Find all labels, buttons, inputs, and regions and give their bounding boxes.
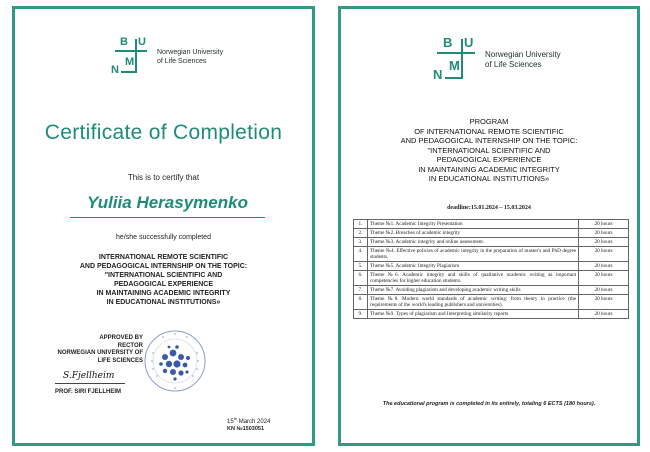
university-logo (433, 37, 561, 83)
program-title-line: IN MAINTAINING ACADEMIC INTEGRITY (418, 164, 560, 174)
university-name (157, 48, 223, 66)
approved-line: NORWEGIAN UNIVERSITY OF (57, 350, 143, 356)
topic-line: "INTERNATIONAL SCIENTIFIC AND (104, 272, 223, 279)
theme-hours: 20 hours (579, 262, 629, 271)
table-row (354, 286, 629, 295)
program-title-line: OF INTERNATIONAL REMOTE SCIENTIFIC (414, 126, 564, 136)
program-title-line: IN EDUCATIONAL INSTITUTIONS» (428, 174, 550, 183)
topic-line: IN EDUCATIONAL INSTITUTIONS» (106, 299, 221, 306)
theme-text: Theme №3. Academic integrity and online assessment. (367, 238, 578, 247)
theme-hours: 20 hours (579, 271, 629, 286)
signature: S.Fjellheim (63, 371, 115, 381)
program-page (338, 6, 640, 446)
date-suffix: th (233, 416, 238, 421)
certify-text: This is to certify that (127, 173, 200, 182)
program-title-line: PROGRAM (469, 117, 509, 126)
logo-letter-b: B (443, 35, 453, 50)
logo-letter-m: M (125, 56, 135, 68)
certificate-date (227, 416, 270, 425)
theme-hours: 20 hours (579, 229, 629, 238)
theme-text: Theme №6. Academic integrity and skills of qualitative academic writing as important competencies for higher education students. (367, 271, 578, 286)
theme-hours: 20 hours (579, 220, 629, 229)
theme-number: 2. (354, 229, 368, 238)
theme-hours: 20 hours (579, 247, 629, 262)
program-title-line: AND PEDAGOGICAL INTERNSHIP ON THE TOPIC: (400, 136, 578, 145)
nmbu-logo-icon (111, 37, 151, 77)
table-row (354, 220, 629, 229)
theme-number: 1. (354, 220, 368, 229)
theme-text: Theme №5. Academic Integrity Plagiarism (367, 262, 578, 271)
approved-line: APPROVED BY (99, 335, 143, 341)
theme-text: Theme №9. Types of plagiarism and Interpreting similarity reports (367, 310, 578, 319)
theme-text: Theme №1. Academic Integrity Presentation (367, 220, 578, 229)
theme-number: 7. (354, 286, 368, 295)
approved-block (45, 335, 143, 365)
program-footer-note: The educational program is completed in its entirely, totaling 6 ECTS (180 hours). (382, 401, 596, 407)
university-name (485, 50, 561, 70)
theme-number: 8. (354, 295, 368, 310)
theme-number: 5. (354, 262, 368, 271)
program-title-line: PEDAGOGICAL EXPERIENCE (436, 155, 542, 164)
university-name-line: of Life Sciences (157, 58, 207, 65)
theme-number: 4. (354, 247, 368, 262)
logo-letter-u: U (138, 36, 146, 48)
theme-number: 3. (354, 238, 368, 247)
topic-line: AND PEDAGOGICAL INTERNSHIP ON THE TOPIC: (79, 263, 248, 270)
theme-number: 9. (354, 310, 368, 319)
theme-number: 6. (354, 271, 368, 286)
themes-table (353, 219, 629, 319)
recipient-name: Yuliia Herasymenko (70, 193, 265, 218)
logo-letter-m: M (449, 58, 460, 73)
nmbu-logo-icon (433, 37, 479, 83)
table-row (354, 271, 629, 286)
certificate-number: KN №1503051 (227, 426, 265, 432)
table-row (354, 238, 629, 247)
certificate-title: Certificate of Completion (44, 121, 283, 144)
theme-hours: 20 hours (579, 286, 629, 295)
date-day: 15 (227, 419, 234, 425)
logo-letter-n: N (111, 64, 119, 76)
table-row (354, 295, 629, 310)
table-row (354, 262, 629, 271)
university-seal-icon (143, 329, 207, 393)
program-title (341, 117, 637, 184)
table-row (354, 247, 629, 262)
theme-hours: 20 hours (579, 238, 629, 247)
university-logo (111, 37, 223, 77)
theme-hours: 20 hours (579, 310, 629, 319)
theme-text: Theme №4. Effective policies of academic integrity in the preparation of master's and PhD degree students. (367, 247, 578, 262)
topic-line: INTERNATIONAL REMOTE SCIENTIFIC (98, 254, 229, 261)
completed-text: he/she successfully completed (116, 234, 211, 241)
approved-line: RECTOR (117, 342, 143, 349)
university-name-line: Norwegian University (485, 50, 561, 59)
program-deadline: deadline:15.01.2024 – 15.03.2024 (447, 205, 531, 211)
theme-text: Theme №7. Avoiding plagiarism and developing academic writing skills (367, 286, 578, 295)
signatory-name: PROF. SIRI FJELLHEIM (55, 389, 122, 395)
approved-line: LIFE SCIENCES (97, 357, 143, 364)
topic-line: IN MAINTAINING ACADEMIC INTEGRITY (96, 290, 231, 297)
theme-text: Theme №2. Breaches of academic integrity (367, 229, 578, 238)
logo-letter-u: U (464, 35, 474, 50)
signature-line (55, 383, 125, 384)
logo-letter-n: N (433, 67, 443, 82)
internship-topic (15, 253, 312, 307)
table-row (354, 229, 629, 238)
table-row (354, 310, 629, 319)
theme-text: Theme №8. Modern world standards of academic writing: from theory to practice (the requirements of the world's leading publishers and universities). (367, 295, 578, 310)
theme-hours: 20 hours (579, 295, 629, 310)
university-name-line: of Life Sciences (485, 60, 542, 69)
date-rest: March 2024 (237, 419, 271, 425)
logo-letter-b: B (120, 36, 128, 48)
university-name-line: Norwegian University (157, 49, 224, 56)
certificate-page (12, 6, 315, 446)
program-title-line: "INTERNATIONAL SCIENTIFIC AND (427, 145, 551, 155)
topic-line: PEDAGOGICAL EXPERIENCE (113, 281, 214, 288)
